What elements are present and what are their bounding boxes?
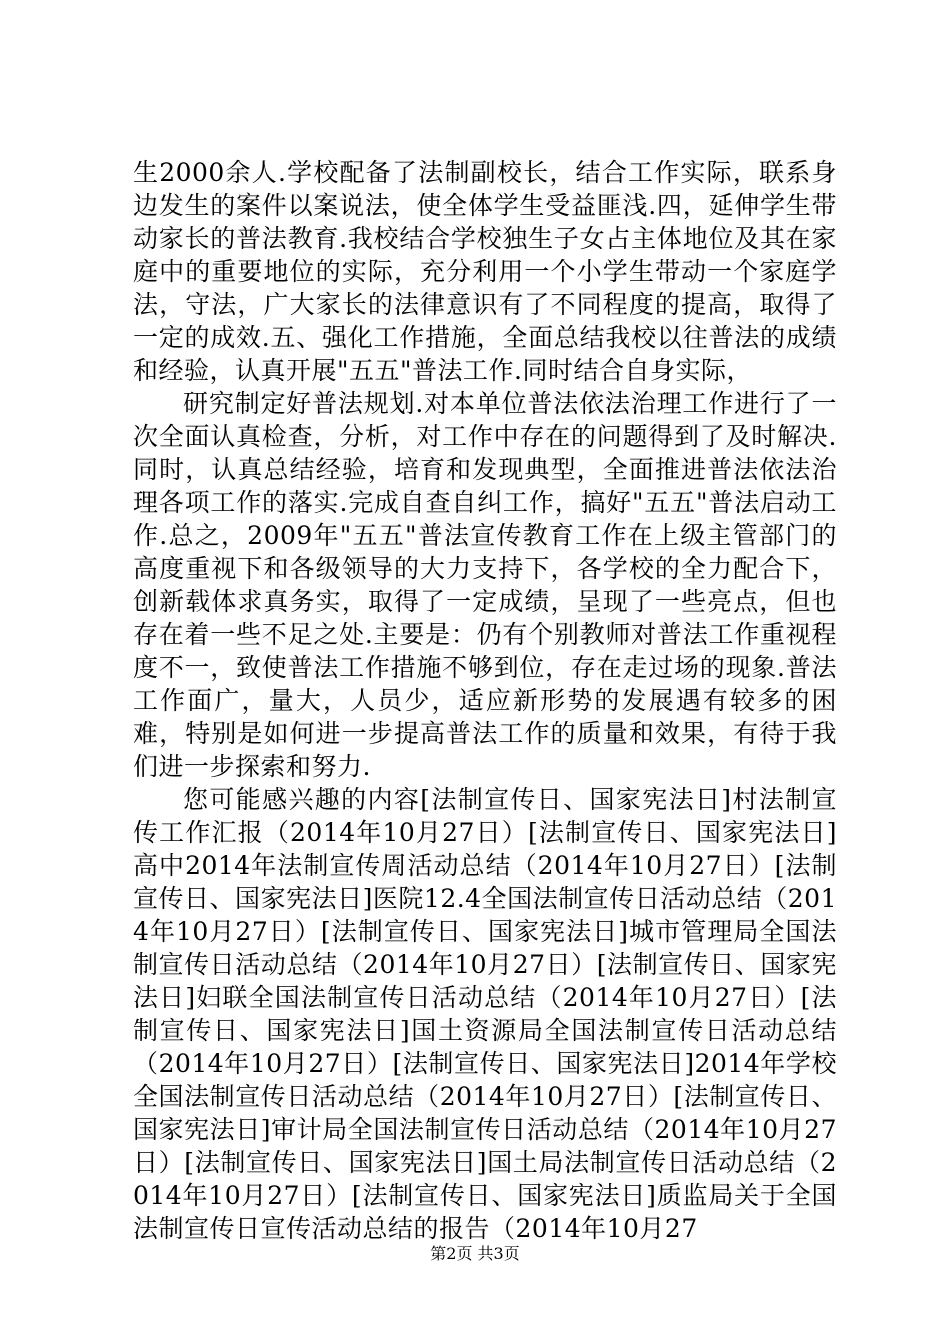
paragraph-3: 您可能感兴趣的内容[法制宣传日、国家宪法日]村法制宣传工作汇报（2014年10月27日）[法制宣传日、国家宪法日]高中2014年法制宣传周活动总结（2014年10月27日）[法制宣传日、国家宪法日]医院12.4全国法制宣传日活动总结（2014年10月27日）[法制宣传日、国家宪法日]城市管理局全国法制宣传日活动总结（2014年10月27日）[法制宣传日、国家宪法日]妇联全国法制宣传日活动总结（2014年10月27日）[法制宣传日、国家宪法日]国土资源局全国法制宣传日活动总结（2014年10月27日）[法制宣传日、国家宪法日]2014年学校全国法制宣传日活动总结（2014年10月27日）[法制宣传日、国家宪法日]审计局全国法制宣传日活动总结（2014年10月27日）[法制宣传日、国家宪法日]国土局法制宣传日活动总结（2014年10月27日）[法制宣传日、国家宪法日]质监局关于全国法制宣传日宣传活动总结的报告（2014年10月27 xyxy=(133,785,837,1243)
document-body xyxy=(133,156,837,1245)
page-footer: 第2页 共3页 xyxy=(430,1244,520,1263)
paragraph-1: 生2000余人.学校配备了法制副校长，结合工作实际，联系身边发生的案件以案说法，使全体学生受益匪浅.四，延伸学生带动家长的普法教育.我校结合学校独生子女占主体地位及其在家庭中的重要地位的实际，充分利用一个小学生带动一个家庭学法，守法，广大家长的法律意识有了不同程度的提高，取得了一定的成效.五、强化工作措施，全面总结我校以往普法的成绩和经验，认真开展"五五"普法工作.同时结合自身实际， xyxy=(133,158,837,385)
paragraph-2: 研究制定好普法规划.对本单位普法依法治理工作进行了一次全面认真检查，分析，对工作中存在的问题得到了及时解决.同时，认真总结经验，培育和发现典型，全面推进普法依法治理各项工作的落实.完成自查自纠工作，搞好"五五"普法启动工作.总之，2009年"五五"普法宣传教育工作在上级主管部门的高度重视下和各级领导的大力支持下，各学校的全力配合下，创新载体求真务实，取得了一定成绩，呈现了一些亮点，但也存在着一些不足之处.主要是：仍有个别教师对普法工作重视程度不一，致使普法工作措施不够到位，存在走过场的现象.普法工作面广，量大，人员少，适应新形势的发展遇有较多的困难，特别是如何进一步提高普法工作的质量和效果，有待于我们进一步探索和努力. xyxy=(133,389,837,781)
